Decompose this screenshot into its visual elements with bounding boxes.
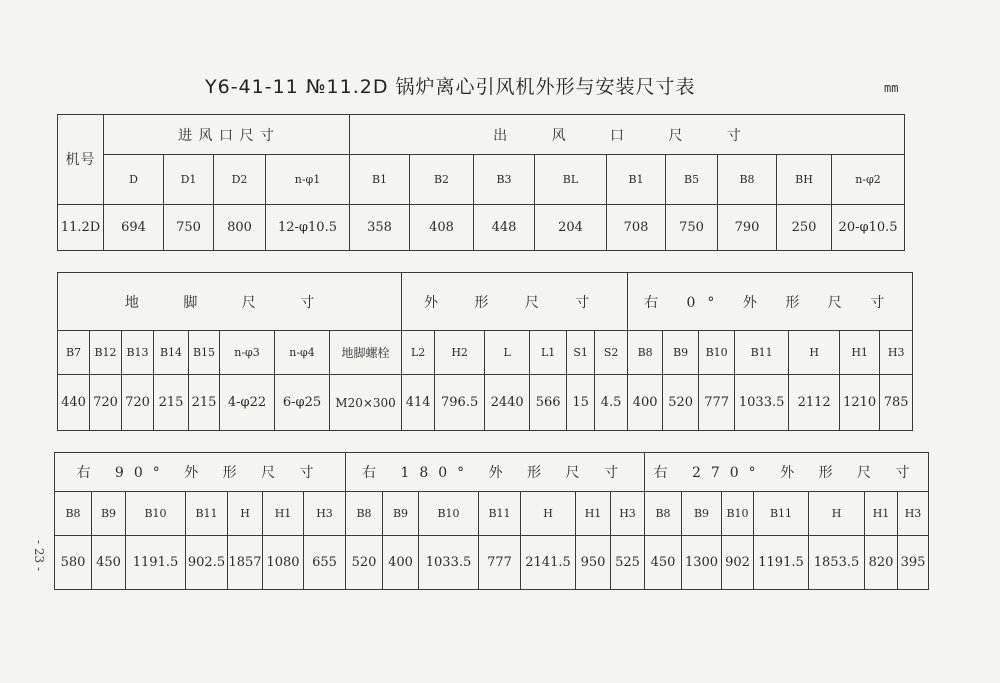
- table-cell: 215: [189, 375, 220, 431]
- column-header: B10: [419, 492, 479, 536]
- table-cell: 790: [718, 205, 777, 251]
- table-cell: 820: [865, 536, 898, 590]
- column-header: n-φ2: [832, 155, 905, 205]
- table-row: [55, 492, 929, 536]
- column-header: D1: [164, 155, 214, 205]
- column-header: BL: [535, 155, 607, 205]
- foot-shape-table: [57, 272, 913, 431]
- column-header: B9: [663, 331, 699, 375]
- table-cell: 1191.5: [754, 536, 809, 590]
- column-header: B1: [607, 155, 666, 205]
- table-cell: 566: [530, 375, 567, 431]
- rotation-shape-table: [54, 452, 929, 590]
- table-cell: 902: [722, 536, 754, 590]
- jihao-value: 11.2D: [58, 205, 104, 251]
- table-cell: 902.5: [186, 536, 228, 590]
- inlet-header: 进 风 口 尺 寸: [104, 115, 350, 155]
- table-cell: 520: [346, 536, 383, 590]
- table-cell: 720: [122, 375, 154, 431]
- column-header: 地脚螺栓: [330, 331, 402, 375]
- column-header: B5: [666, 155, 718, 205]
- column-header: n-φ1: [266, 155, 350, 205]
- column-header: B11: [754, 492, 809, 536]
- column-header: S1: [567, 331, 595, 375]
- column-header: B15: [189, 331, 220, 375]
- table-cell: 2112: [789, 375, 840, 431]
- column-header: BH: [777, 155, 832, 205]
- shape-header: 外 形 尺 寸: [402, 273, 628, 331]
- column-header: H3: [304, 492, 346, 536]
- table-cell: 204: [535, 205, 607, 251]
- table-cell: 450: [92, 536, 126, 590]
- column-header: H1: [840, 331, 880, 375]
- column-header: B2: [410, 155, 474, 205]
- column-header: n-φ3: [220, 331, 275, 375]
- column-header: H: [809, 492, 865, 536]
- column-header: B10: [699, 331, 735, 375]
- column-header: H3: [898, 492, 929, 536]
- table-cell: 1210: [840, 375, 880, 431]
- column-header: B8: [55, 492, 92, 536]
- table-cell: 1853.5: [809, 536, 865, 590]
- table-cell: 400: [628, 375, 663, 431]
- table-row: [58, 375, 913, 431]
- column-header: L: [485, 331, 530, 375]
- column-header: H2: [435, 331, 485, 375]
- table-cell: 796.5: [435, 375, 485, 431]
- table-cell: 1080: [263, 536, 304, 590]
- column-header: B13: [122, 331, 154, 375]
- table-cell: 4-φ22: [220, 375, 275, 431]
- column-header: B9: [383, 492, 419, 536]
- table-cell: 750: [164, 205, 214, 251]
- column-header: H1: [576, 492, 611, 536]
- column-header: H1: [865, 492, 898, 536]
- table-cell: 1033.5: [735, 375, 789, 431]
- table-cell: 655: [304, 536, 346, 590]
- column-header: B11: [186, 492, 228, 536]
- column-header: H: [521, 492, 576, 536]
- table-cell: 2141.5: [521, 536, 576, 590]
- table-cell: 450: [645, 536, 682, 590]
- table-cell: 12-φ10.5: [266, 205, 350, 251]
- column-header: B9: [92, 492, 126, 536]
- column-header: B12: [90, 331, 122, 375]
- column-header: B14: [154, 331, 189, 375]
- table-row: [58, 331, 913, 375]
- unit-label: mm: [884, 81, 899, 95]
- column-header: D2: [214, 155, 266, 205]
- column-header: B3: [474, 155, 535, 205]
- table-cell: 448: [474, 205, 535, 251]
- table-cell: 15: [567, 375, 595, 431]
- column-header: H1: [263, 492, 304, 536]
- table-cell: 785: [880, 375, 913, 431]
- table-cell: 4.5: [595, 375, 628, 431]
- column-header: B10: [722, 492, 754, 536]
- table-cell: 400: [383, 536, 419, 590]
- column-header: H: [228, 492, 263, 536]
- column-header: H3: [611, 492, 645, 536]
- column-header: S2: [595, 331, 628, 375]
- right270-header: 右 270° 外 形 尺 寸: [645, 453, 929, 492]
- table-cell: 1033.5: [419, 536, 479, 590]
- table-cell: 708: [607, 205, 666, 251]
- table-cell: 694: [104, 205, 164, 251]
- table-cell: 720: [90, 375, 122, 431]
- table-cell: 395: [898, 536, 929, 590]
- table-cell: 580: [55, 536, 92, 590]
- column-header: H3: [880, 331, 913, 375]
- table-cell: 408: [410, 205, 474, 251]
- table-cell: 1191.5: [126, 536, 186, 590]
- table-cell: 414: [402, 375, 435, 431]
- column-header: H: [789, 331, 840, 375]
- column-header: B8: [346, 492, 383, 536]
- table-cell: M20×300: [330, 375, 402, 431]
- column-header: B8: [645, 492, 682, 536]
- table-cell: 950: [576, 536, 611, 590]
- inlet-outlet-table: [57, 114, 905, 251]
- table-cell: 1300: [682, 536, 722, 590]
- table-cell: 20-φ10.5: [832, 205, 905, 251]
- table-cell: 525: [611, 536, 645, 590]
- right90-header: 右 90° 外 形 尺 寸: [55, 453, 346, 492]
- column-header: B9: [682, 492, 722, 536]
- foot-header: 地 脚 尺 寸: [58, 273, 402, 331]
- column-header: L2: [402, 331, 435, 375]
- column-header: B8: [628, 331, 663, 375]
- column-header: B11: [735, 331, 789, 375]
- column-header: L1: [530, 331, 567, 375]
- column-header: B1: [350, 155, 410, 205]
- column-header: n-φ4: [275, 331, 330, 375]
- jihao-header: 机号: [58, 115, 104, 205]
- table-cell: 777: [479, 536, 521, 590]
- table-row: [58, 155, 905, 205]
- table-cell: 2440: [485, 375, 530, 431]
- table-cell: 520: [663, 375, 699, 431]
- column-header: B11: [479, 492, 521, 536]
- column-header: D: [104, 155, 164, 205]
- table-cell: 1857: [228, 536, 263, 590]
- table-cell: 358: [350, 205, 410, 251]
- column-header: B10: [126, 492, 186, 536]
- table-row: [58, 205, 905, 251]
- table-cell: 750: [666, 205, 718, 251]
- table-cell: 777: [699, 375, 735, 431]
- outlet-header: 出 风 口 尺 寸: [350, 115, 905, 155]
- table-cell: 440: [58, 375, 90, 431]
- table-row: [55, 536, 929, 590]
- table-cell: 250: [777, 205, 832, 251]
- right0-header: 右 0° 外 形 尺 寸: [628, 273, 913, 331]
- column-header: B7: [58, 331, 90, 375]
- column-header: B8: [718, 155, 777, 205]
- page-number: - 23 -: [32, 540, 46, 572]
- table-cell: 6-φ25: [275, 375, 330, 431]
- table-cell: 800: [214, 205, 266, 251]
- table-cell: 215: [154, 375, 189, 431]
- page-title: Y6-41-11 №11.2D 锅炉离心引风机外形与安装尺寸表: [205, 76, 696, 98]
- right180-header: 右 180° 外 形 尺 寸: [346, 453, 645, 492]
